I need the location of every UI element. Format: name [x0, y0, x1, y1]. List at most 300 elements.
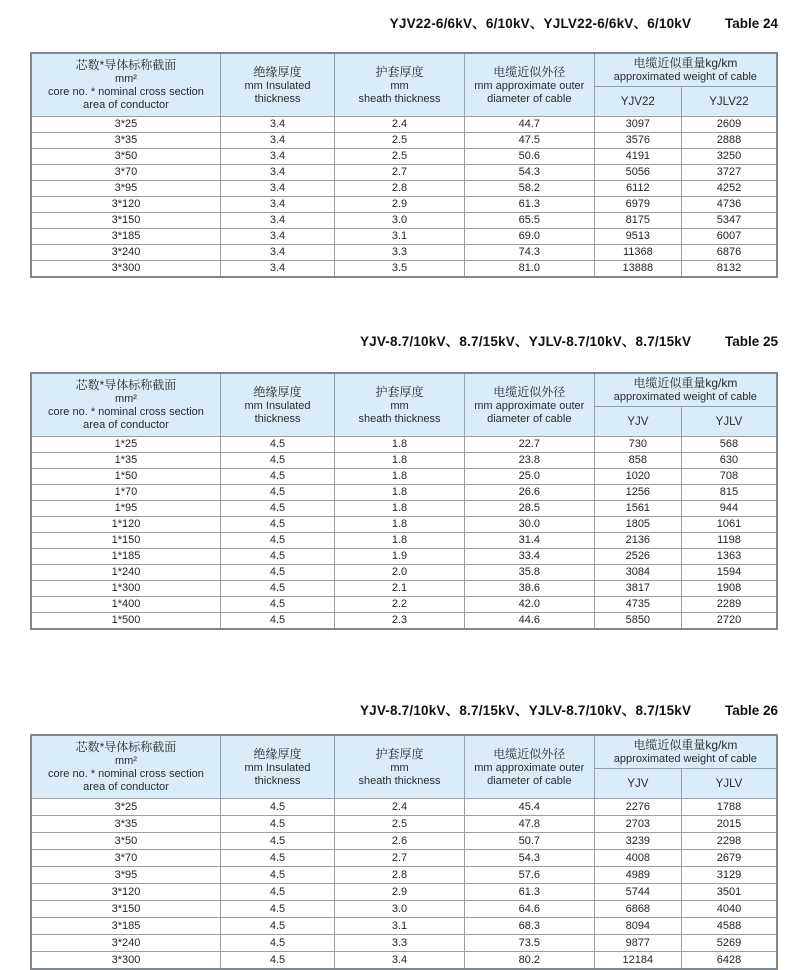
table-cell: 1*500 — [31, 613, 220, 630]
table-cell: 3576 — [594, 133, 681, 149]
col-header-diameter — [464, 735, 594, 799]
table-cell: 3129 — [681, 867, 777, 884]
col-header-insulation-en2: thickness — [254, 774, 301, 787]
cable-model-title: YJV22-6/6kV、6/10kV、YJLV22-6/6kV、6/10kV — [389, 16, 692, 31]
table-number: Table 24 — [724, 16, 778, 31]
col-header-diameter-en1: mm approximate outer — [474, 761, 585, 774]
table-cell: 1*150 — [31, 533, 220, 549]
table-cell: 4.5 — [220, 816, 334, 833]
col-header-weight-yjv: YJV22 — [594, 87, 681, 117]
col-header-weight — [594, 735, 777, 769]
table-cell: 4.5 — [220, 565, 334, 581]
table-cell: 2.9 — [335, 884, 465, 901]
table-cell: 568 — [681, 437, 777, 453]
spec-table — [30, 372, 778, 630]
table-cell: 45.4 — [464, 799, 594, 816]
table-cell: 6876 — [681, 245, 777, 261]
table-cell: 4.5 — [220, 833, 334, 850]
table-row — [31, 952, 777, 970]
col-header-sheath-en1: mm — [390, 399, 409, 412]
table-row — [31, 133, 777, 149]
table-cell: 31.4 — [464, 533, 594, 549]
table-cell: 4735 — [594, 597, 681, 613]
table-cell: 35.8 — [464, 565, 594, 581]
col-header-insulation-zh: 绝缘厚度 — [253, 384, 302, 399]
table-cell: 1061 — [681, 517, 777, 533]
col-header-insulation-zh: 绝缘厚度 — [253, 64, 302, 79]
table-cell: 4.5 — [220, 549, 334, 565]
table-title — [0, 701, 800, 721]
col-header-core-unit: mm² — [114, 755, 137, 767]
col-header-sheath — [335, 373, 465, 437]
col-header-core-en2: area of conductor — [83, 781, 169, 793]
table-cell: 2.8 — [335, 867, 465, 884]
table-row — [31, 213, 777, 229]
cable-model-title: YJV-8.7/10kV、8.7/15kV、YJLV-8.7/10kV、8.7/15kV — [359, 703, 692, 718]
col-header-diameter-en2: diameter of cable — [487, 412, 572, 425]
table-cell: 3.0 — [335, 901, 465, 918]
col-header-core-en2: area of conductor — [83, 99, 169, 111]
table-cell: 5850 — [594, 613, 681, 630]
table-cell: 2.9 — [335, 197, 465, 213]
table-row — [31, 935, 777, 952]
table-cell: 3*70 — [31, 850, 220, 867]
table-cell: 858 — [594, 453, 681, 469]
table-cell: 1.8 — [335, 437, 465, 453]
table-cell: 6979 — [594, 197, 681, 213]
table-cell: 3.1 — [335, 229, 465, 245]
col-header-diameter-en1: mm approximate outer — [474, 79, 585, 92]
table-cell: 8132 — [681, 261, 777, 278]
table-cell: 9513 — [594, 229, 681, 245]
table-cell: 2.5 — [335, 816, 465, 833]
table-cell: 38.6 — [464, 581, 594, 597]
col-header-weight-zh: 电缆近似重量kg/km — [633, 56, 738, 70]
table-cell: 708 — [681, 469, 777, 485]
table-cell: 11368 — [594, 245, 681, 261]
col-header-weight-zh: 电缆近似重量kg/km — [633, 738, 738, 752]
col-header-sheath-en2: sheath thickness — [358, 412, 441, 425]
col-header-insulation-en2: thickness — [254, 412, 301, 425]
table-cell: 33.4 — [464, 549, 594, 565]
col-header-core-en1: core no. * nominal cross section — [48, 406, 204, 418]
table-row — [31, 517, 777, 533]
table-cell: 3*300 — [31, 952, 220, 970]
cable-model-title: YJV-8.7/10kV、8.7/15kV、YJLV-8.7/10kV、8.7/15kV — [359, 334, 692, 349]
table-cell: 1.8 — [335, 533, 465, 549]
table-cell: 4.5 — [220, 799, 334, 816]
col-header-weight-en: approximated weight of cable — [613, 753, 757, 765]
table-cell: 4.5 — [220, 517, 334, 533]
table-cell: 2.7 — [335, 850, 465, 867]
col-header-core — [31, 735, 220, 799]
spec-table — [30, 52, 778, 278]
table-cell: 3250 — [681, 149, 777, 165]
table-cell: 2888 — [681, 133, 777, 149]
table-cell: 4252 — [681, 181, 777, 197]
table-cell: 3.0 — [335, 213, 465, 229]
table-cell: 4989 — [594, 867, 681, 884]
col-header-weight-en: approximated weight of cable — [613, 391, 757, 403]
table-cell: 3.4 — [220, 117, 334, 133]
table-cell: 80.2 — [464, 952, 594, 970]
table-cell: 4.5 — [220, 581, 334, 597]
table-cell: 1*50 — [31, 469, 220, 485]
col-header-diameter-zh: 电缆近似外径 — [493, 746, 566, 761]
table-cell: 4.5 — [220, 613, 334, 630]
table-header — [31, 373, 777, 437]
table-cell: 2.2 — [335, 597, 465, 613]
table-cell: 2289 — [681, 597, 777, 613]
table-row — [31, 799, 777, 816]
table-cell: 3817 — [594, 581, 681, 597]
table-cell: 630 — [681, 453, 777, 469]
table-cell: 1*25 — [31, 437, 220, 453]
table-cell: 6007 — [681, 229, 777, 245]
spec-table — [30, 734, 778, 970]
table-row — [31, 565, 777, 581]
table-row — [31, 165, 777, 181]
table-cell: 730 — [594, 437, 681, 453]
table-header — [31, 735, 777, 799]
section-table-24 — [0, 14, 800, 278]
table-row — [31, 197, 777, 213]
table-row — [31, 597, 777, 613]
table-cell: 2.8 — [335, 181, 465, 197]
table-cell: 4.5 — [220, 501, 334, 517]
table-row — [31, 229, 777, 245]
table-cell: 4.5 — [220, 867, 334, 884]
table-cell: 69.0 — [464, 229, 594, 245]
col-header-core-en1: core no. * nominal cross section — [48, 86, 204, 98]
table-cell: 5744 — [594, 884, 681, 901]
table-cell: 13888 — [594, 261, 681, 278]
table-cell: 1.8 — [335, 501, 465, 517]
table-cell: 3*70 — [31, 165, 220, 181]
table-cell: 50.7 — [464, 833, 594, 850]
table-cell: 1.8 — [335, 469, 465, 485]
table-cell: 1*35 — [31, 453, 220, 469]
table-cell: 3*95 — [31, 867, 220, 884]
table-row — [31, 816, 777, 833]
col-header-sheath-zh: 护套厚度 — [375, 746, 424, 761]
table-row — [31, 181, 777, 197]
col-header-core — [31, 373, 220, 437]
table-cell: 42.0 — [464, 597, 594, 613]
table-cell: 1788 — [681, 799, 777, 816]
table-cell: 3*185 — [31, 918, 220, 935]
table-cell: 4040 — [681, 901, 777, 918]
table-cell: 73.5 — [464, 935, 594, 952]
col-header-diameter-en1: mm approximate outer — [474, 399, 585, 412]
table-cell: 3.4 — [335, 952, 465, 970]
table-header — [31, 53, 777, 117]
table-row — [31, 901, 777, 918]
table-cell: 44.7 — [464, 117, 594, 133]
page — [0, 14, 800, 970]
col-header-insulation-en1: mm Insulated — [244, 79, 311, 92]
table-cell: 5056 — [594, 165, 681, 181]
table-cell: 3*120 — [31, 197, 220, 213]
table-row — [31, 549, 777, 565]
table-cell: 1*95 — [31, 501, 220, 517]
col-header-diameter-en2: diameter of cable — [487, 774, 572, 787]
table-cell: 2.4 — [335, 799, 465, 816]
col-header-sheath — [335, 53, 465, 117]
table-cell: 2720 — [681, 613, 777, 630]
table-cell: 54.3 — [464, 850, 594, 867]
col-header-weight-yjv: YJV — [594, 769, 681, 799]
col-header-sheath-zh: 护套厚度 — [375, 384, 424, 399]
table-cell: 3.3 — [335, 935, 465, 952]
table-cell: 4.5 — [220, 485, 334, 501]
table-cell: 1*70 — [31, 485, 220, 501]
table-cell: 2.5 — [335, 149, 465, 165]
table-cell: 3*150 — [31, 213, 220, 229]
table-cell: 944 — [681, 501, 777, 517]
col-header-sheath-en2: sheath thickness — [358, 774, 441, 787]
table-cell: 61.3 — [464, 884, 594, 901]
table-title — [0, 14, 800, 34]
table-cell: 3.4 — [220, 133, 334, 149]
table-cell: 1363 — [681, 549, 777, 565]
table-cell: 1*300 — [31, 581, 220, 597]
table-cell: 1*120 — [31, 517, 220, 533]
table-cell: 64.6 — [464, 901, 594, 918]
table-cell: 4.5 — [220, 884, 334, 901]
table-cell: 3.4 — [220, 181, 334, 197]
table-cell: 5269 — [681, 935, 777, 952]
table-cell: 6428 — [681, 952, 777, 970]
col-header-insulation — [220, 53, 334, 117]
table-cell: 4.5 — [220, 453, 334, 469]
col-header-core-zh: 芯数*导体标称截面 — [75, 378, 177, 392]
table-row — [31, 581, 777, 597]
table-cell: 47.5 — [464, 133, 594, 149]
table-cell: 4008 — [594, 850, 681, 867]
table-row — [31, 485, 777, 501]
table-cell: 4.5 — [220, 533, 334, 549]
table-cell: 1020 — [594, 469, 681, 485]
table-cell: 3.4 — [220, 213, 334, 229]
table-cell: 3*120 — [31, 884, 220, 901]
table-title — [0, 332, 800, 352]
table-cell: 57.6 — [464, 867, 594, 884]
table-cell: 3.4 — [220, 245, 334, 261]
col-header-weight-yjv: YJV — [594, 407, 681, 437]
table-cell: 6868 — [594, 901, 681, 918]
col-header-weight-yjlv: YJLV — [681, 769, 777, 799]
col-header-insulation-en1: mm Insulated — [244, 399, 311, 412]
table-row — [31, 469, 777, 485]
table-row — [31, 833, 777, 850]
table-cell: 2679 — [681, 850, 777, 867]
table-cell: 815 — [681, 485, 777, 501]
col-header-insulation-en2: thickness — [254, 92, 301, 105]
table-cell: 4.5 — [220, 952, 334, 970]
table-row — [31, 884, 777, 901]
col-header-diameter — [464, 373, 594, 437]
table-cell: 3*35 — [31, 133, 220, 149]
table-cell: 4.5 — [220, 437, 334, 453]
col-header-diameter-zh: 电缆近似外径 — [493, 384, 566, 399]
col-header-insulation-en1: mm Insulated — [244, 761, 311, 774]
table-number: Table 26 — [724, 703, 778, 718]
table-cell: 12184 — [594, 952, 681, 970]
col-header-insulation — [220, 373, 334, 437]
table-cell: 2.6 — [335, 833, 465, 850]
col-header-diameter-zh: 电缆近似外径 — [493, 64, 566, 79]
table-row — [31, 453, 777, 469]
section-table-26 — [0, 701, 800, 970]
table-cell: 47.8 — [464, 816, 594, 833]
table-row — [31, 867, 777, 884]
table-cell: 4588 — [681, 918, 777, 935]
table-cell: 54.3 — [464, 165, 594, 181]
table-row — [31, 613, 777, 630]
col-header-weight-en: approximated weight of cable — [613, 71, 757, 83]
table-cell: 2276 — [594, 799, 681, 816]
table-cell: 30.0 — [464, 517, 594, 533]
table-cell: 3.4 — [220, 197, 334, 213]
table-cell: 3.4 — [220, 229, 334, 245]
table-cell: 4.5 — [220, 935, 334, 952]
table-cell: 3.1 — [335, 918, 465, 935]
table-cell: 2.0 — [335, 565, 465, 581]
col-header-sheath-zh: 护套厚度 — [375, 64, 424, 79]
col-header-core-unit: mm² — [114, 393, 137, 405]
table-cell: 2.7 — [335, 165, 465, 181]
table-cell: 3*95 — [31, 181, 220, 197]
col-header-weight-zh: 电缆近似重量kg/km — [633, 376, 738, 390]
col-header-diameter-en2: diameter of cable — [487, 92, 572, 105]
table-cell: 3*240 — [31, 935, 220, 952]
table-cell: 1908 — [681, 581, 777, 597]
table-cell: 2.1 — [335, 581, 465, 597]
table-cell: 4.5 — [220, 597, 334, 613]
table-cell: 9877 — [594, 935, 681, 952]
table-cell: 22.7 — [464, 437, 594, 453]
table-cell: 3.4 — [220, 165, 334, 181]
table-cell: 1.9 — [335, 549, 465, 565]
col-header-core-zh: 芯数*导体标称截面 — [75, 58, 177, 72]
table-cell: 5347 — [681, 213, 777, 229]
table-row — [31, 117, 777, 133]
col-header-core — [31, 53, 220, 117]
table-cell: 4.5 — [220, 901, 334, 918]
table-body — [31, 799, 777, 970]
section-table-25 — [0, 332, 800, 630]
table-cell: 3084 — [594, 565, 681, 581]
table-cell: 74.3 — [464, 245, 594, 261]
table-cell: 2526 — [594, 549, 681, 565]
table-cell: 2.3 — [335, 613, 465, 630]
table-cell: 1594 — [681, 565, 777, 581]
table-cell: 3*35 — [31, 816, 220, 833]
table-row — [31, 261, 777, 278]
table-cell: 1805 — [594, 517, 681, 533]
table-cell: 1561 — [594, 501, 681, 517]
col-header-core-zh: 芯数*导体标称截面 — [75, 740, 177, 754]
table-cell: 3*50 — [31, 833, 220, 850]
table-cell: 3501 — [681, 884, 777, 901]
table-cell: 2.5 — [335, 133, 465, 149]
table-cell: 3*25 — [31, 799, 220, 816]
table-cell: 58.2 — [464, 181, 594, 197]
table-row — [31, 501, 777, 517]
table-cell: 3*240 — [31, 245, 220, 261]
table-cell: 3.3 — [335, 245, 465, 261]
col-header-core-unit: mm² — [114, 73, 137, 85]
table-row — [31, 918, 777, 935]
table-cell: 3*25 — [31, 117, 220, 133]
col-header-sheath — [335, 735, 465, 799]
table-cell: 23.8 — [464, 453, 594, 469]
col-header-core-en2: area of conductor — [83, 419, 169, 431]
table-cell: 3727 — [681, 165, 777, 181]
table-cell: 3.4 — [220, 261, 334, 278]
table-cell: 3.5 — [335, 261, 465, 278]
table-cell: 50.6 — [464, 149, 594, 165]
table-cell: 68.3 — [464, 918, 594, 935]
table-row — [31, 437, 777, 453]
col-header-sheath-en2: sheath thickness — [358, 92, 441, 105]
table-cell: 1*185 — [31, 549, 220, 565]
table-cell: 65.5 — [464, 213, 594, 229]
table-cell: 1*400 — [31, 597, 220, 613]
col-header-weight — [594, 373, 777, 407]
table-cell: 1256 — [594, 485, 681, 501]
table-cell: 1.8 — [335, 453, 465, 469]
col-header-weight-yjlv: YJLV — [681, 407, 777, 437]
table-cell: 3.4 — [220, 149, 334, 165]
table-cell: 1198 — [681, 533, 777, 549]
table-cell: 2.4 — [335, 117, 465, 133]
table-row — [31, 149, 777, 165]
table-cell: 3097 — [594, 117, 681, 133]
table-cell: 2015 — [681, 816, 777, 833]
table-cell: 4.5 — [220, 469, 334, 485]
col-header-core-en1: core no. * nominal cross section — [48, 768, 204, 780]
table-cell: 4736 — [681, 197, 777, 213]
table-body — [31, 117, 777, 278]
table-cell: 8094 — [594, 918, 681, 935]
table-cell: 1.8 — [335, 517, 465, 533]
table-cell: 8175 — [594, 213, 681, 229]
col-header-insulation-zh: 绝缘厚度 — [253, 746, 302, 761]
table-cell: 2136 — [594, 533, 681, 549]
table-cell: 26.6 — [464, 485, 594, 501]
table-cell: 6112 — [594, 181, 681, 197]
col-header-insulation — [220, 735, 334, 799]
table-cell: 44.6 — [464, 613, 594, 630]
table-cell: 1*240 — [31, 565, 220, 581]
table-row — [31, 533, 777, 549]
table-cell: 28.5 — [464, 501, 594, 517]
col-header-weight-yjlv: YJLV22 — [681, 87, 777, 117]
table-cell: 3239 — [594, 833, 681, 850]
col-header-sheath-en1: mm — [390, 761, 409, 774]
table-number: Table 25 — [724, 334, 778, 349]
table-cell: 4.5 — [220, 918, 334, 935]
table-cell: 3*300 — [31, 261, 220, 278]
table-cell: 4191 — [594, 149, 681, 165]
table-row — [31, 245, 777, 261]
col-header-diameter — [464, 53, 594, 117]
table-cell: 81.0 — [464, 261, 594, 278]
table-cell: 3*150 — [31, 901, 220, 918]
table-cell: 2298 — [681, 833, 777, 850]
